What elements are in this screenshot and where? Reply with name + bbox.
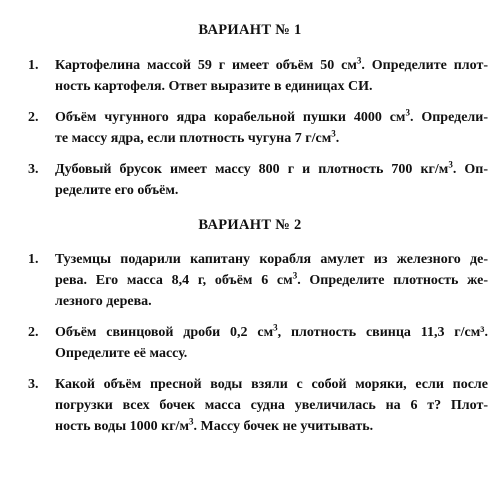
- problem-line: ределите его объём.: [55, 183, 179, 198]
- problem-line: лезного дерева.: [55, 294, 152, 309]
- problem-number: 1.: [28, 252, 39, 267]
- problem-text: [55, 322, 488, 364]
- problem-line: Картофелина массой 59 г имеет объём 50 $см^3$. Определите плот-: [55, 55, 488, 73]
- problem-line: рева. Его масса 8,4 г, объём 6 $см^3$. Определите плотность же-: [55, 270, 488, 288]
- problem-line: Определите её массу.: [55, 346, 188, 361]
- problem-line: те массу ядра, если плотность чугуна 7 $г/см^3$.: [55, 128, 340, 146]
- problem-line: Какой объём пресной воды взяли с собой моряки, если после: [55, 377, 488, 392]
- problem-text: [55, 55, 488, 97]
- problem-number: 2.: [28, 110, 39, 125]
- problem-line: Дубовый брусок имеет массу 800 г и плотность 700 $кг/м^3$. Оп-: [55, 159, 488, 177]
- problem-text: [55, 374, 488, 437]
- problem-number: 3.: [28, 162, 39, 177]
- problem-line: Объём свинцовой дроби 0,2 $см^3$, плотность свинца 11,3 г/см³.: [55, 322, 488, 340]
- problem-number: 1.: [28, 58, 39, 73]
- variant-1-title: ВАРИАНТ № 1: [198, 22, 302, 38]
- problem-line: Туземцы подарили капитану корабля амулет из железного де-: [55, 252, 488, 267]
- problem-text: [55, 249, 488, 312]
- problem-number: 2.: [28, 325, 39, 340]
- problem-line: ность картофеля. Ответ выразите в единицах СИ.: [55, 79, 373, 94]
- problem-number: 3.: [28, 377, 39, 392]
- variant-2-title: ВАРИАНТ № 2: [198, 217, 302, 233]
- problem-line: ность воды 1000 $кг/м^3$. Массу бочек не учитывать.: [55, 416, 374, 434]
- problem-line: Объём чугунного ядра корабельной пушки 4000 $см^3$. Определи-: [55, 107, 488, 125]
- problem-text: [55, 159, 488, 201]
- problem-line: погрузки всех бочек масса судна увеличилась на 6 т? Плот-: [55, 398, 488, 413]
- problem-text: [55, 107, 488, 149]
